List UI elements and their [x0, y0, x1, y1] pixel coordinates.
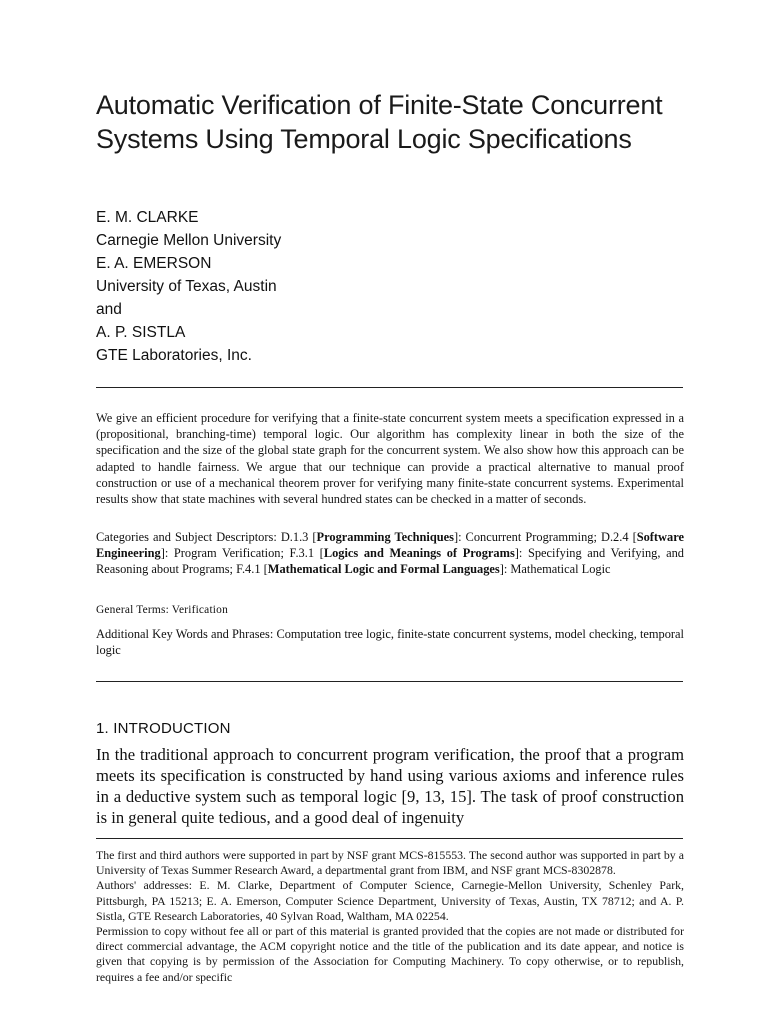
paper-title: Automatic Verification of Finite-State Concurrent Systems Using Temporal Logic Specifications	[96, 90, 663, 154]
footnote-divider	[96, 838, 683, 839]
abstract	[96, 410, 684, 507]
top-divider	[96, 387, 683, 388]
category-bold: Mathematical Logic and Formal Languages	[267, 562, 500, 577]
category-bold: Logics and Meanings of Programs	[323, 546, 515, 561]
author-name: E. M. CLARKE	[96, 209, 199, 226]
general-terms: General Terms: Verification	[96, 604, 228, 616]
author-name: A. P. SISTLA	[96, 324, 186, 341]
section-heading: 1. INTRODUCTION	[96, 720, 231, 737]
author-conjunction: and	[96, 301, 122, 318]
keywords: Additional Key Words and Phrases: Computation tree logic, finite-state concurrent systems, model checking, temporal logic	[96, 627, 684, 658]
categories-text: Categories and Subject Descriptors: D.1.3 [	[96, 530, 317, 544]
author-block	[96, 206, 281, 367]
author-affiliation: GTE Laboratories, Inc.	[96, 347, 252, 364]
author-affiliation: University of Texas, Austin	[96, 278, 277, 295]
author-affiliation: Carnegie Mellon University	[96, 232, 282, 249]
categories-descriptors	[96, 529, 684, 578]
footnote-funding: The first and third authors were supported in part by NSF grant MCS-815553. The second author was supported in part by a University of Texas Summer Research Award, a departmental grant from IBM, and NSF grant MCS-8302878.	[96, 848, 684, 878]
category-bold: Software Engineering	[96, 530, 684, 561]
categories-text: ]: Specifying and Verifying, and Reasoning about Programs; F.4.1 [	[96, 546, 684, 577]
categories-text: ]: Program Verification; F.3.1 [	[160, 546, 324, 561]
footnotes	[96, 848, 684, 985]
categories-text: ]: Concurrent Programming; D.2.4 [	[453, 530, 637, 544]
introduction-text: In the traditional approach to concurrent program verification, the proof that a program meets its specification is constructed by hand using various axioms and inference rules in a deductive system such as temporal logic [9, 13, 15]. The task of proof construction is in general quite tedious, and a good deal of ingenuity	[96, 745, 684, 827]
categories-text: ]: Mathematical Logic	[499, 562, 611, 577]
bottom-divider	[96, 681, 683, 682]
author-name: E. A. EMERSON	[96, 255, 212, 272]
footnote-permission: Permission to copy without fee all or part of this material is granted provided that the copies are not made or distributed for direct commercial advantage, the ACM copyright notice and the title of the publication and its date appear, and notice is given that copying is by permission of the Association for Computing Machinery. To copy otherwise, or to republish, requires a fee and/or specific	[96, 924, 684, 984]
footnote-addresses: Authors' addresses: E. M. Clarke, Department of Computer Science, Carnegie-Mellon University, Schenley Park, Pittsburgh, PA 15213; E. A. Emerson, Computer Science Department, University of Texas, Austin, TX 78712; and A. P. Sistla, GTE Research Laboratories, 40 Sylvan Road, Waltham, MA 02254.	[96, 878, 684, 923]
abstract-text: We give an efficient procedure for verifying that a finite-state concurrent system meets a specification expressed in a (propositional, branching-time) temporal logic. Our algorithm has complexity linear in both the size of the specification and the size of the global state graph for the concurrent system. We also show how this approach can be adapted to handle fairness. We argue that our technique can provide a practical alternative to manual proof construction or use of a mechanical theorem prover for verifying many finite-state concurrent systems. Experimental results show that state machines with several hundred states can be checked in a matter of seconds.	[96, 411, 684, 507]
category-bold: Programming Techniques	[316, 530, 454, 544]
